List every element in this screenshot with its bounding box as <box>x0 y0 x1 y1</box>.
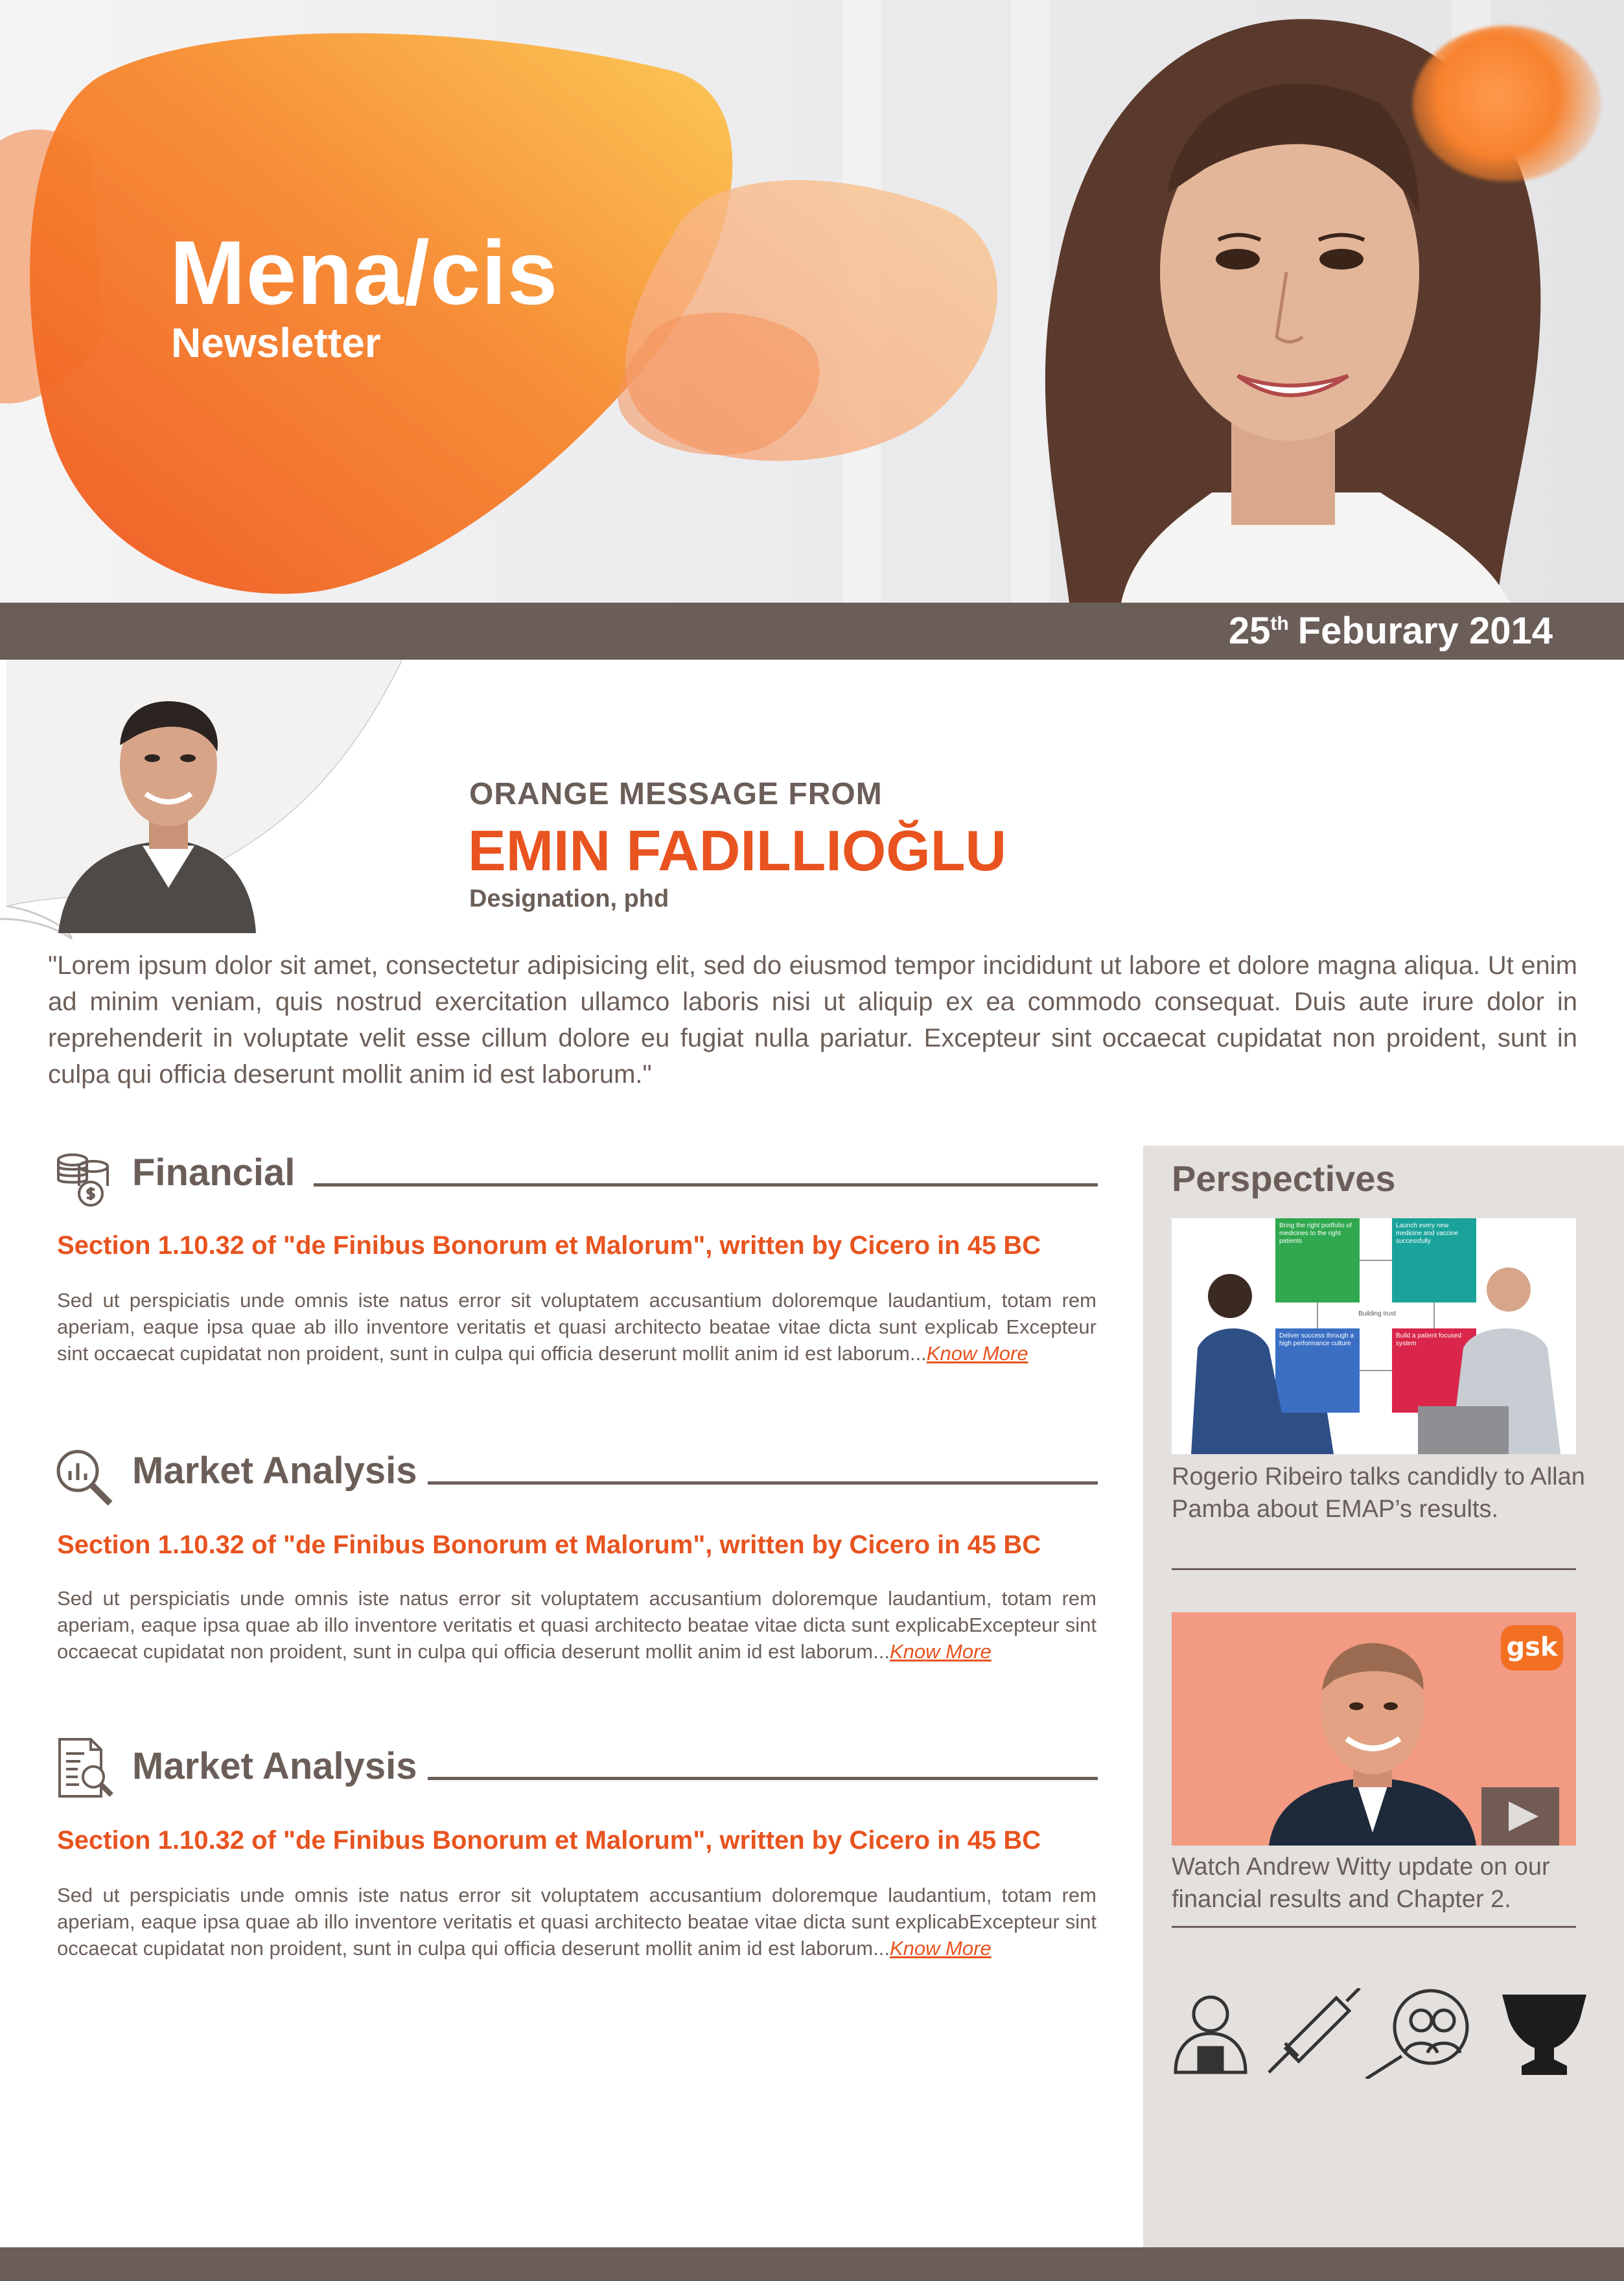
slide-text-1: Bring the right portfolio of medicines to the right patients <box>1279 1222 1352 1245</box>
document-search-icon <box>53 1737 115 1799</box>
newsletter-subtitle: Newsletter <box>171 319 381 366</box>
message-pre-title: ORANGE MESSAGE FROM <box>469 777 883 811</box>
article-headline[interactable]: Section 1.10.32 of "de Finibus Bonorum et Malorum", written by Cicero in 45 BC <box>57 1531 1041 1559</box>
video-caption: Watch Andrew Witty update on our financial results and Chapter 2. <box>1172 1853 1550 1913</box>
perspectives-caption: Rogerio Ribeiro talks candidly to Allan Pamba about EMAP’s results. <box>1172 1463 1585 1523</box>
perspectives-video-thumbnail[interactable] <box>1172 1612 1576 1846</box>
date-suffix: th <box>1270 613 1289 634</box>
article-body-text: Sed ut perspiciatis unde omnis iste natus error sit voluptatem accusantium doloremque laudantium, totam rem aperiam, eaque ipsa quae ab illo inventore veritatis et quasi architecto beatae vitae dicta sunt explicab Excepteur sint occaecat cupidatat non proident, sunt in culpa qui officia deserunt mollit anim id est laborum... <box>57 1289 1096 1365</box>
section-title-financial: Financial <box>132 1152 296 1194</box>
syringe-icon <box>1269 1988 1360 2072</box>
section-rule <box>314 1183 1098 1187</box>
divider <box>1172 1926 1576 1928</box>
slide-text-5: Build a patient focused system <box>1396 1332 1462 1347</box>
know-more-link[interactable]: Know More <box>926 1342 1028 1365</box>
newsletter-header <box>0 0 1624 603</box>
slide-text-2: Launch every new medicine and vaccine successfully <box>1396 1222 1459 1245</box>
section-rule <box>428 1481 1098 1485</box>
gsk-logo: gsk <box>1501 1625 1563 1671</box>
message-quote: "Lorem ipsum dolor sit amet, consectetur adipisicing elit, sed do eiusmod tempor incididunt ut labore et dolore magna aliqua. Ut enim ad minim veniam, quis nostrud exercitation ullamco laboris nisi ut aliquip ex ea commodo consequat. Duis aute irure dolor in reprehenderit in voluptate velit esse cillum dolore eu fugiat nulla pariatur. Excepteur sint occaecat cupidatat non proident, sunt in culpa qui officia deserunt mollit anim id est laborum." <box>48 951 1577 1089</box>
slide-text-3: Building trust <box>1358 1310 1396 1317</box>
issue-date <box>1229 609 1553 653</box>
people-search-icon <box>1366 1991 1467 2079</box>
know-more-link[interactable]: Know More <box>889 1937 992 1960</box>
article-body <box>57 1585 1096 1665</box>
trophy-icon <box>1502 1995 1586 2075</box>
article-body-text: Sed ut perspiciatis unde omnis iste natus error sit voluptatem accusantium doloremque laudantium, totam rem aperiam, eaque ipsa quae ab illo inventore veritatis et quasi architecto beatae vitae dicta sunt explicabExcepteur sint occaecat cupidatat non proident, sunt in culpa qui officia deserunt mollit anim id est laborum... <box>57 1884 1096 1960</box>
article-headline[interactable]: Section 1.10.32 of "de Finibus Bonorum et Malorum", written by Cicero in 45 BC <box>57 1231 1041 1260</box>
section-rule <box>428 1777 1098 1780</box>
article-body <box>57 1882 1096 1962</box>
perspectives-image-interview[interactable] <box>1172 1218 1576 1454</box>
date-bar <box>0 603 1624 660</box>
section-title-market-analysis: Market Analysis <box>132 1450 417 1492</box>
perspectives-title: Perspectives <box>1172 1158 1396 1199</box>
message-author-designation: Designation, phd <box>469 885 669 912</box>
newsletter-title: Mena/cis <box>170 222 559 323</box>
know-more-link[interactable]: Know More <box>889 1640 992 1663</box>
article-headline[interactable]: Section 1.10.32 of "de Finibus Bonorum et Malorum", written by Cicero in 45 BC <box>57 1826 1041 1855</box>
date-day: 25 <box>1228 610 1271 652</box>
slide-text-4: Deliver success through a high performance culture <box>1279 1332 1354 1347</box>
divider <box>1172 1568 1576 1570</box>
patient-icon <box>1176 1997 1246 2072</box>
magnifier-chart-icon <box>53 1446 115 1509</box>
coins-icon <box>53 1147 115 1209</box>
message-author-name: EMIN FADILLIOĞLU <box>468 818 1007 883</box>
author-avatar <box>52 674 259 933</box>
sidebar-icons-row <box>1172 1988 1586 2079</box>
gsk-logo-blurred <box>1413 26 1601 181</box>
footer-bar <box>0 2247 1624 2281</box>
article-body <box>57 1287 1096 1367</box>
section-title-market-analysis: Market Analysis <box>132 1745 417 1787</box>
article-body-text: Sed ut perspiciatis unde omnis iste natus error sit voluptatem accusantium doloremque laudantium, totam rem aperiam, eaque ipsa quae ab illo inventore veritatis et quasi architecto beatae vitae dicta sunt explicabExcepteur sint occaecat cupidatat non proident, sunt in culpa qui officia deserunt mollit anim id est laborum... <box>57 1587 1096 1663</box>
date-month-year: Feburary 2014 <box>1297 610 1553 652</box>
